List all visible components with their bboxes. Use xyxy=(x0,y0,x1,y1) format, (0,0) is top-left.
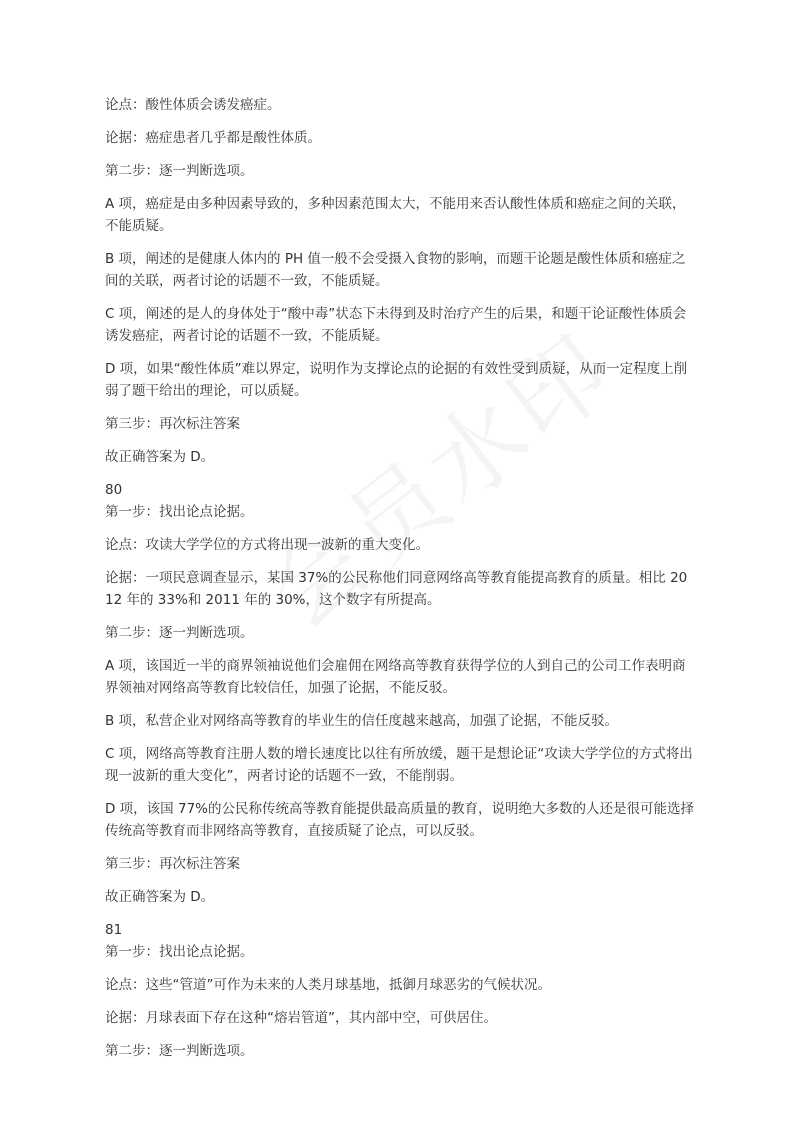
option-b-analysis: B 项，私营企业对网络高等教育的毕业生的信任度越来越高，加强了论据，不能反驳。 xyxy=(105,713,619,729)
answer-line: 故正确答案为 D。 xyxy=(105,449,215,465)
claim-line: 论点：这些“管道”可作为未来的人类月球基地，抵御月球恶劣的气候状况。 xyxy=(105,977,551,993)
step-one-heading: 第一步：找出论点论据。 xyxy=(105,504,254,520)
claim-line: 论点：攻读大学学位的方式将出现一波新的重大变化。 xyxy=(105,537,429,553)
evidence-line: 论据：月球表面下存在这种“熔岩管道”，其内部中空，可供居住。 xyxy=(105,1010,497,1026)
step-three-heading: 第三步：再次标注答案 xyxy=(105,416,240,432)
question-number: 81 xyxy=(105,922,123,938)
evidence-line: 论据：癌症患者几乎都是酸性体质。 xyxy=(105,130,321,146)
claim-line: 论点：酸性体质会诱发癌症。 xyxy=(105,97,281,113)
step-two-heading: 第二步：逐一判断选项。 xyxy=(105,163,254,179)
option-c-analysis: C 项，网络高等教育注册人数的增长速度比以往有所放缓，题干是想论证“攻读大学学位的方式将出现一波新的重大变化”，两者讨论的话题不一致，不能削弱。 xyxy=(105,746,693,784)
document-body xyxy=(105,94,695,1073)
option-c-analysis: C 项，阐述的是人的身体处于“酸中毒”状态下未得到及时治疗产生的后果，和题干论证酸性体质会诱发癌症，两者讨论的话题不一致，不能质疑。 xyxy=(105,306,687,344)
answer-line: 故正确答案为 D。 xyxy=(105,889,215,905)
option-a-analysis: A 项，癌症是由多种因素导致的，多种因素范围太大，不能用来否认酸性体质和癌症之间的关联，不能质疑。 xyxy=(105,196,686,234)
option-d-analysis: D 项，如果“酸性体质”难以界定，说明作为支撑论点的论据的有效性受到质疑，从而一定程度上削弱了题干给出的理论，可以质疑。 xyxy=(105,361,688,399)
step-two-heading: 第二步：逐一判断选项。 xyxy=(105,625,254,641)
evidence-line: 论据：一项民意调查显示，某国 37%的公民称他们同意网络高等教育能提高教育的质量。相比 2012 年的 33%和 2011 年的 30%，这个数字有所提高。 xyxy=(105,570,688,608)
question-number: 80 xyxy=(105,482,123,498)
option-d-analysis: D 项，该国 77%的公民称传统高等教育能提供最高质量的教育，说明绝大多数的人还是很可能选择传统高等教育而非网络高等教育，直接质疑了论点，可以反驳。 xyxy=(105,801,694,839)
step-one-heading: 第一步：找出论点论据。 xyxy=(105,944,254,960)
option-b-analysis: B 项，阐述的是健康人体内的 PH 值一般不会受摄入食物的影响，而题干论题是酸性体质和癌症之间的关联，两者讨论的话题不一致，不能质疑。 xyxy=(105,251,686,289)
step-two-heading: 第二步：逐一判断选项。 xyxy=(105,1043,254,1059)
step-three-heading: 第三步：再次标注答案 xyxy=(105,856,240,872)
option-a-analysis: A 项，该国近一半的商界领袖说他们会雇佣在网络高等教育获得学位的人到自己的公司工作表明商界领袖对网络高等教育比较信任，加强了论据，不能反驳。 xyxy=(105,658,686,696)
